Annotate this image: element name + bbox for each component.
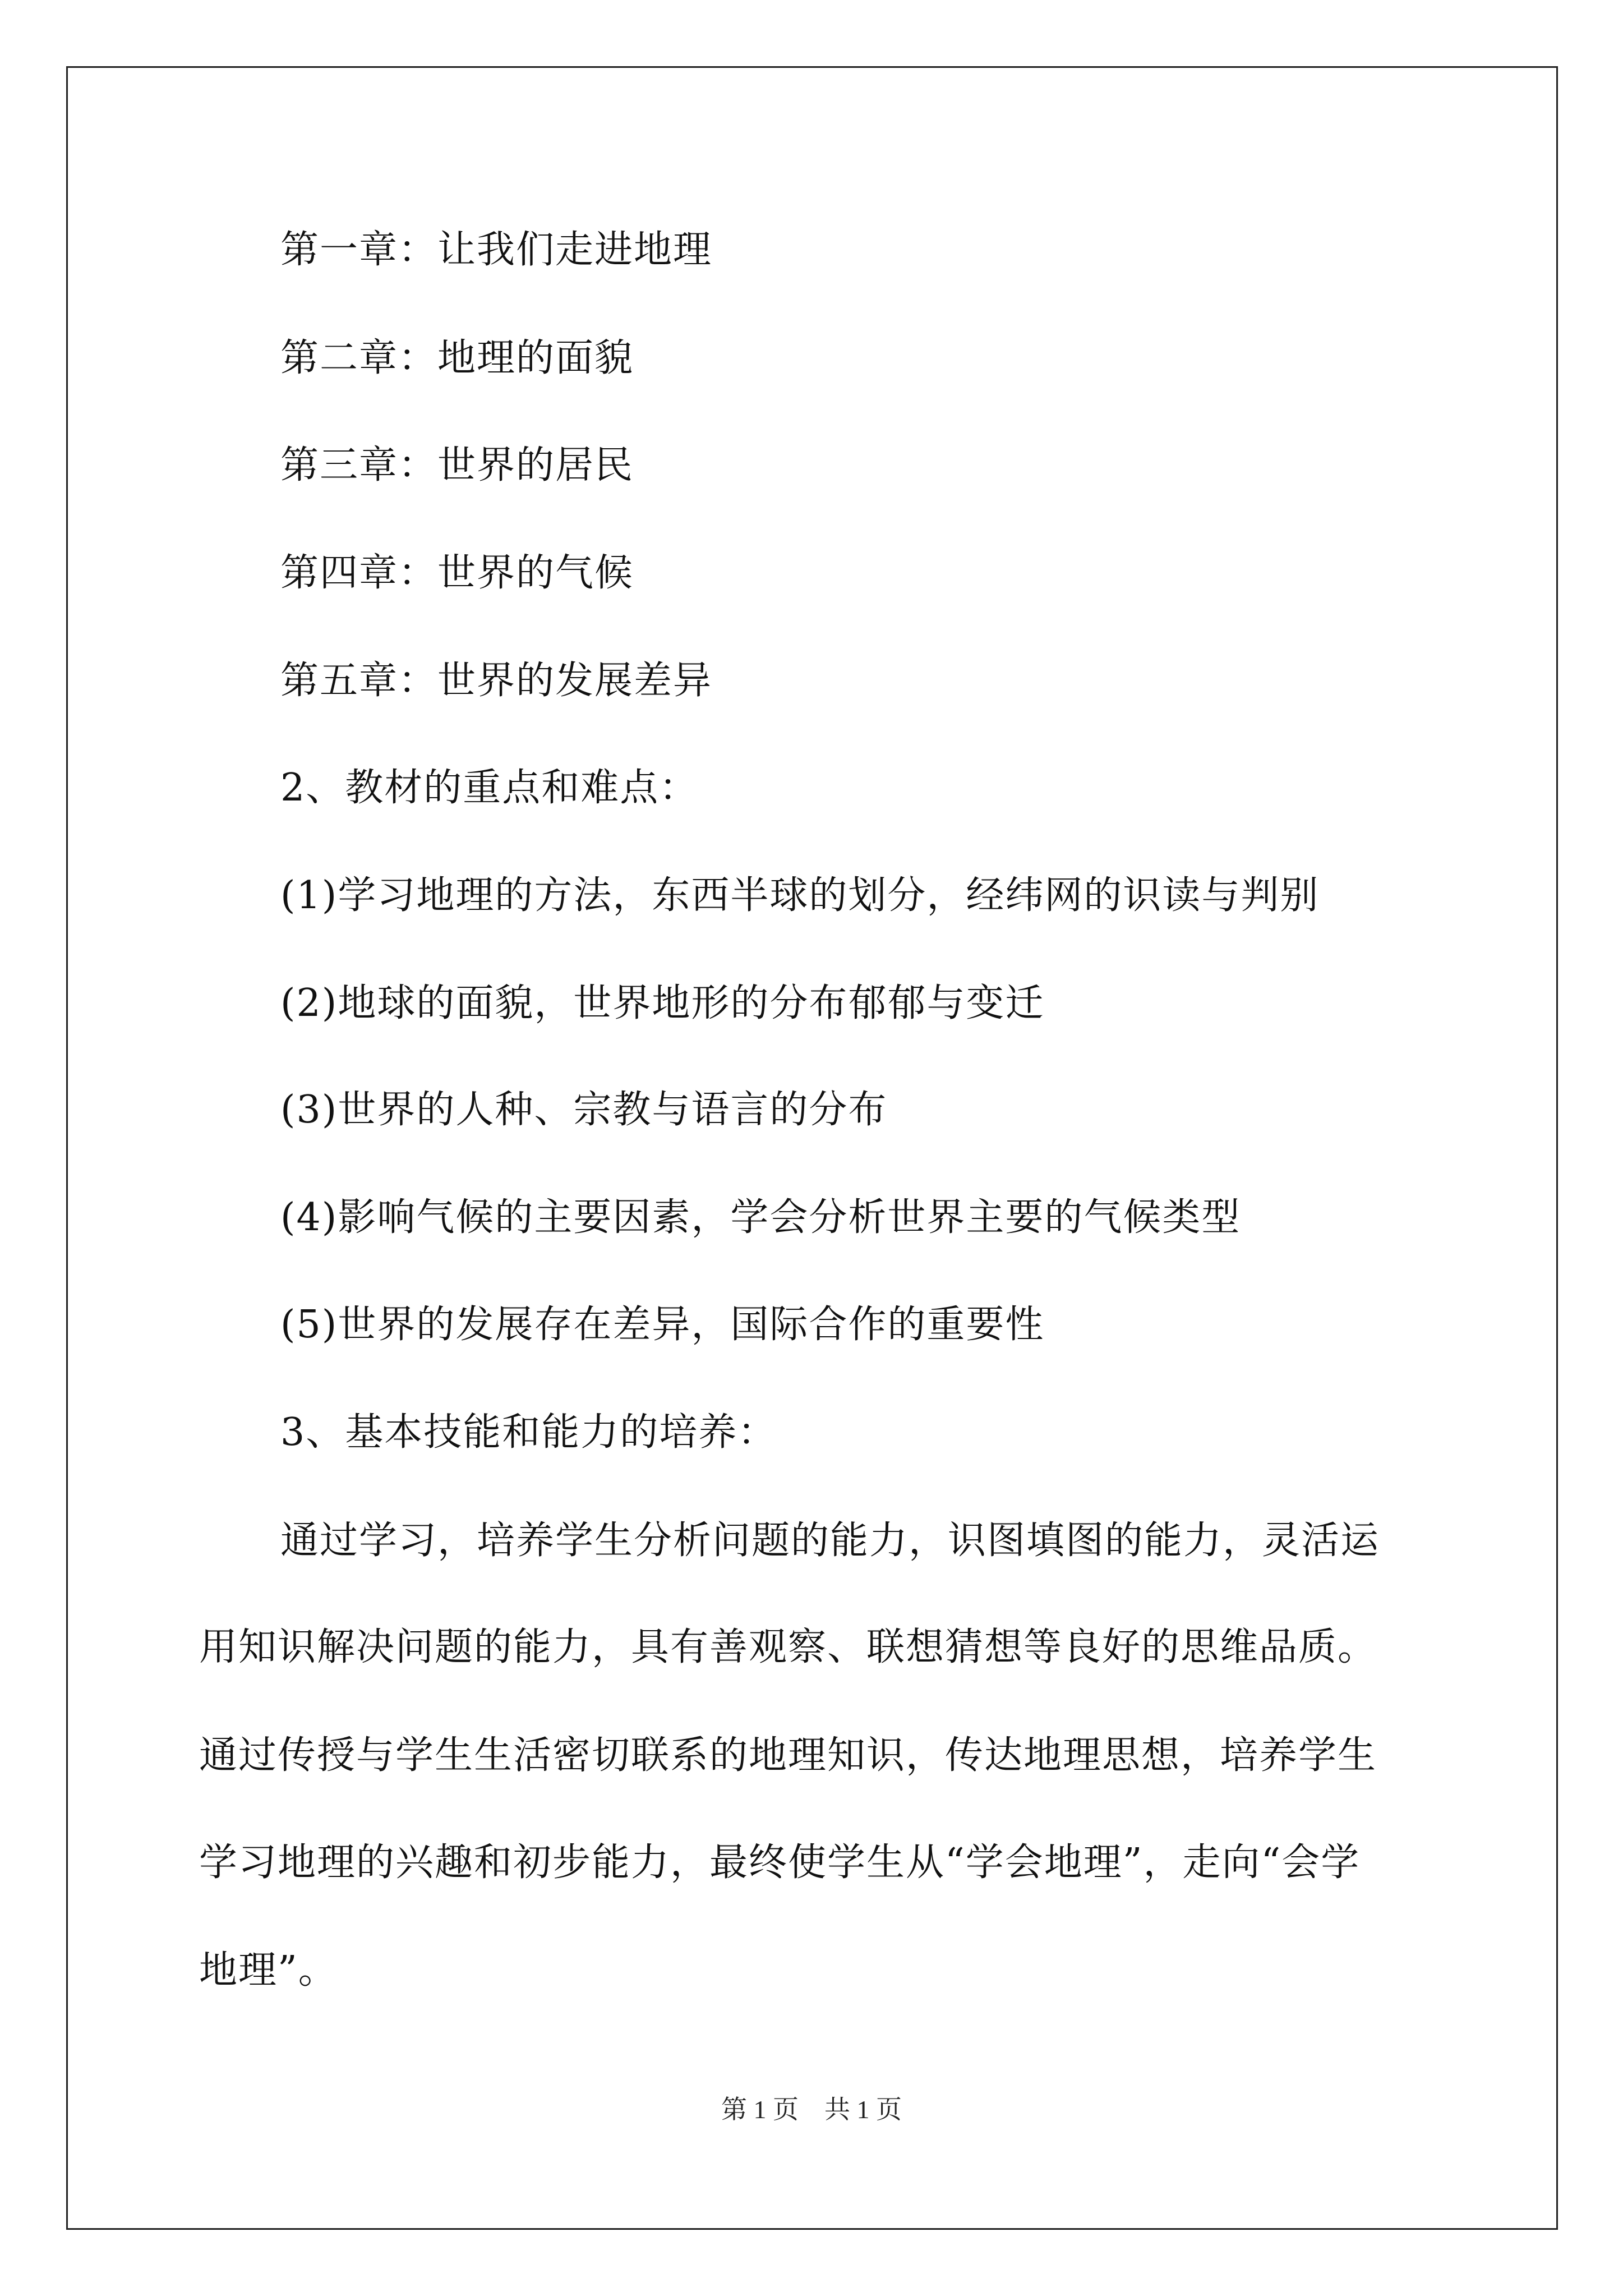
key-point-5: (5)世界的发展存在差异，国际合作的重要性 — [280, 1303, 1045, 1347]
key-point-3: (3)世界的人种、宗教与语言的分布 — [280, 1088, 888, 1132]
chapter-3: 第三章：世界的居民 — [280, 443, 634, 487]
section-2-heading: 2、教材的重点和难点： — [280, 766, 699, 810]
chapter-5: 第五章：世界的发展差异 — [280, 659, 713, 703]
key-point-2: (2)地球的面貌，世界地形的分布郁郁与变迁 — [280, 981, 1045, 1025]
page-border — [66, 66, 1558, 2230]
chapter-2: 第二章：地理的面貌 — [280, 336, 634, 380]
paragraph-line-2: 用知识解决问题的能力，具有善观察、联想猜想等良好的思维品质。 — [199, 1625, 1377, 1669]
paragraph-line-1: 通过学习，培养学生分析问题的能力，识图填图的能力，灵活运 — [280, 1519, 1380, 1563]
chapter-1: 第一章：让我们走进地理 — [280, 228, 713, 272]
section-3-heading: 3、基本技能和能力的培养： — [280, 1410, 777, 1455]
key-point-4: (4)影响气候的主要因素，学会分析世界主要的气候类型 — [280, 1195, 1241, 1240]
paragraph-line-3: 通过传授与学生生活密切联系的地理知识，传达地理思想，培养学生 — [199, 1733, 1377, 1778]
page-number-footer: 第 1 页 共 1 页 — [721, 2095, 902, 2124]
paragraph-line-5: 地理”。 — [199, 1948, 338, 1993]
paragraph-line-4: 学习地理的兴趣和初步能力，最终使学生从“学会地理”，走向“会学 — [199, 1841, 1361, 1885]
chapter-4: 第四章：世界的气候 — [280, 551, 634, 595]
key-point-1: (1)学习地理的方法，东西半球的划分，经纬网的识读与判别 — [280, 873, 1320, 918]
